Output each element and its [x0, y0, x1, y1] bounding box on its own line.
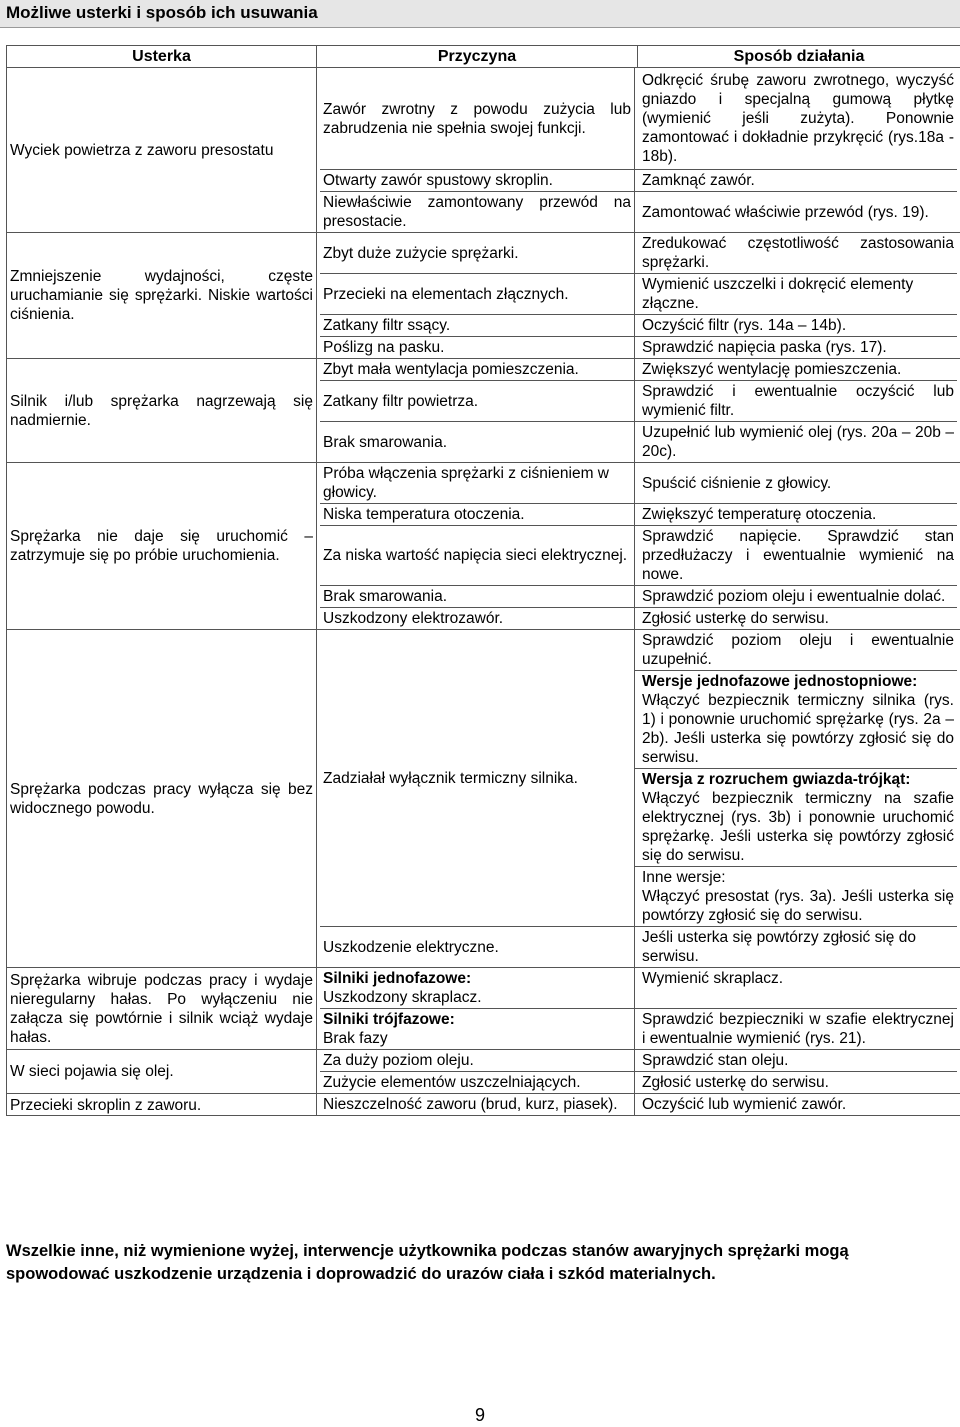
section-title: Możliwe usterki i sposób ich usuwania — [6, 3, 318, 22]
action-cell: Wymienić skraplacz. — [642, 970, 784, 987]
fault-cell: Przecieki skroplin z zaworu. — [7, 1094, 317, 1116]
cause-cell: Uszkodzenie elektryczne. — [320, 927, 635, 967]
table-row — [7, 359, 960, 463]
table-row — [7, 233, 960, 359]
table-row — [7, 630, 960, 968]
action-cell: Sprawdzić stan oleju. — [642, 1052, 789, 1069]
action-cell: Sprawdzić i ewentualnie oczyścić lub wymienić filtr. — [642, 383, 954, 419]
action-other-versions — [635, 866, 957, 926]
cause-cell: Brak smarowania. — [320, 422, 635, 462]
cause-cell: Zadziałał wyłącznik termiczny silnika. — [320, 630, 635, 926]
action-body: Włączyć presostat (rys. 3a). Jeśli usterka się powtórzy zgłosić się do serwisu. — [642, 888, 954, 924]
cause-cell: Przecieki na elementach złącznych. — [320, 274, 635, 314]
cause-cell: Zużycie elementów uszczelniających. — [320, 1072, 635, 1093]
action-single-phase — [635, 670, 957, 768]
action-cell: Oczyścić lub wymienić zawór. — [642, 1096, 847, 1113]
cause-cell: Próba włączenia sprężarki z ciśnieniem w głowicy. — [320, 463, 635, 503]
table-row — [7, 68, 960, 233]
fault-cell: Silnik i/lub sprężarka nagrzewają się nadmiernie. — [7, 359, 317, 463]
action-cell: Zamontować właściwie przewód (rys. 19). — [642, 203, 929, 221]
cause-cell: Otwarty zawór spustowy skroplin. — [320, 170, 635, 191]
cause-body: Uszkodzony skraplacz. — [323, 989, 482, 1006]
table-row — [7, 968, 960, 1050]
action-cell: Jeśli usterka się powtórzy zgłosić się do serwisu. — [642, 929, 916, 965]
action-cell: Odkręcić śrubę zaworu zwrotnego, wyczyść gniazdo i specjalną gumową płytkę (wymienić jeśli zużyta). Ponownie zamontować i dokładnie przykręcić (rys.18a - 18b). — [642, 72, 954, 165]
cause-cell: Nieszczelność zaworu (brud, kurz, piasek). — [320, 1094, 635, 1115]
cause-cell — [320, 1009, 635, 1049]
cause-cell: Za duży poziom oleju. — [320, 1050, 635, 1071]
action-cell: Spuścić ciśnienie z głowicy. — [642, 474, 832, 492]
action-cell: Zgłosić usterkę do serwisu. — [642, 610, 829, 627]
header-action: Sposób działania — [638, 46, 960, 68]
action-cell: Uzupełnić lub wymienić olej (rys. 20a – 20b – 20c). — [642, 424, 954, 460]
troubleshooting-table — [6, 45, 960, 1116]
cause-body: Brak fazy — [323, 1030, 388, 1047]
table-header-row — [7, 46, 960, 68]
fault-cell: W sieci pojawia się olej. — [7, 1050, 317, 1094]
cause-cell: Zatkany filtr powietrza. — [320, 381, 635, 421]
table-row — [7, 463, 960, 630]
table-row — [7, 1094, 960, 1116]
safety-warning: Wszelkie inne, niż wymienione wyżej, interwencje użytkownika podczas stanów awaryjnych sprężarki mogą spowodować uszkodzenie urządzenia i doprowadzić do urazów ciała i szkód materialnych. — [6, 1242, 849, 1283]
cause-cell — [320, 968, 635, 1008]
cause-cell: Zbyt duże zużycie sprężarki. — [320, 233, 635, 273]
fault-cell: Zmniejszenie wydajności, częste uruchamianie się sprężarki. Niskie wartości ciśnienia. — [7, 233, 317, 359]
cause-action-group — [317, 630, 960, 968]
cause-action-group — [317, 1050, 960, 1094]
action-cell: Oczyścić filtr (rys. 14a – 14b). — [642, 317, 847, 334]
fault-cell: Sprężarka wibruje podczas pracy i wydaje nieregularny hałas. Po wyłączeniu nie załącza się powtórnie i silnik wciąż wydaje hałas. — [7, 968, 317, 1050]
cause-heading: Silniki jednofazowe: — [323, 970, 472, 987]
action-body: Włączyć bezpiecznik termiczny na szafie elektrycznej (rys. 3b) i ponownie uruchomić sprężarkę. Jeśli usterka się powtórzy zgłosić się do serwisu. — [642, 790, 954, 864]
fault-cell: Wyciek powietrza z zaworu presostatu — [7, 68, 317, 233]
cause-cell: Zawór zwrotny z powodu zużycia lub zabrudzenia nie spełnia swojej funkcji. — [320, 68, 635, 169]
cause-cell: Zatkany filtr ssący. — [320, 315, 635, 336]
action-oil: Sprawdzić poziom oleju i ewentualnie uzupełnić. — [642, 632, 954, 668]
cause-cell: Zbyt mała wentylacja pomieszczenia. — [320, 359, 635, 380]
table-row — [7, 1050, 960, 1094]
cause-action-group — [317, 968, 960, 1050]
cause-cell: Niska temperatura otoczenia. — [320, 504, 635, 525]
action-heading: Wersje jednofazowe jednostopniowe: — [642, 673, 918, 690]
page-number: 9 — [474, 1405, 485, 1425]
action-body: Włączyć bezpiecznik termiczny silnika (rys. 1) i ponownie uruchomić sprężarkę (rys. 2a – 2b). Jeśli usterka się powtórzy zgłosić się do serwisu. — [642, 692, 954, 766]
action-cell — [635, 630, 957, 926]
cause-cell: Niewłaściwie zamontowany przewód na presostacie. — [320, 192, 635, 232]
action-cell: Zwiększyć temperaturę otoczenia. — [642, 506, 877, 523]
cause-action-group — [317, 68, 960, 233]
cause-heading: Silniki trójfazowe: — [323, 1011, 455, 1028]
cause-cell: Poślizg na pasku. — [320, 337, 635, 358]
cause-cell: Uszkodzony elektrozawór. — [320, 608, 635, 629]
action-cell: Sprawdzić bezpieczniki w szafie elektrycznej i ewentualnie wymienić (rys. 21). — [642, 1011, 954, 1047]
fault-cell: Sprężarka podczas pracy wyłącza się bez widocznego powodu. — [7, 630, 317, 968]
cause-cell: Brak smarowania. — [320, 586, 635, 607]
action-heading: Wersja z rozruchem gwiazda-trójkąt: — [642, 771, 911, 788]
cause-action-group — [317, 1094, 960, 1116]
action-cell: Sprawdzić napięcie. Sprawdzić stan przedłużaczy i ewentualnie wymienić na nowe. — [642, 528, 954, 583]
action-cell: Zredukować częstotliwość zastosowania sprężarki. — [642, 235, 954, 271]
action-cell: Zamknąć zawór. — [642, 172, 755, 189]
header-cause: Przyczyna — [317, 46, 638, 68]
section-title-bar — [0, 0, 960, 28]
action-cell: Sprawdzić napięcia paska (rys. 17). — [642, 339, 887, 356]
cause-action-group — [317, 359, 960, 463]
action-cell: Zgłosić usterkę do serwisu. — [642, 1074, 829, 1091]
action-star-delta — [635, 768, 957, 866]
header-fault: Usterka — [7, 46, 317, 68]
action-cell: Sprawdzić poziom oleju i ewentualnie dolać. — [642, 588, 946, 605]
fault-cell: Sprężarka nie daje się uruchomić – zatrzymuje się po próbie uruchomienia. — [7, 463, 317, 630]
cause-action-group — [317, 233, 960, 359]
action-cell: Wymienić uszczelki i dokręcić elementy złączne. — [642, 276, 914, 312]
cause-action-group — [317, 463, 960, 630]
action-heading: Inne wersje: — [642, 869, 726, 886]
cause-cell: Za niska wartość napięcia sieci elektrycznej. — [320, 526, 635, 585]
action-cell: Zwiększyć wentylację pomieszczenia. — [642, 361, 902, 378]
